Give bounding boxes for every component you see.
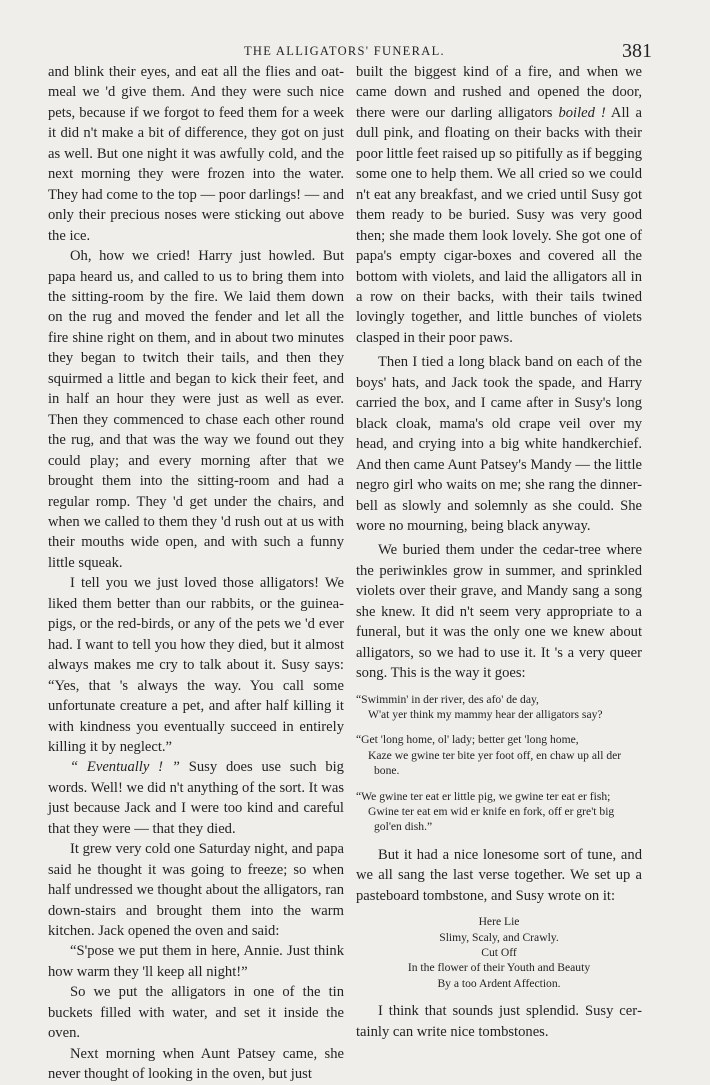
song-line: “Get 'long home, ol' lady; better get 'long home, [356,733,579,747]
inscription-line: Here Lie [478,915,520,929]
paragraph: I think that sounds just splendid. Susy certainly can write nice tombstones. [356,1003,642,1040]
song-verses [356,692,642,835]
italic-word: boiled ! [558,104,606,121]
song-line: Kaze we gwine ter bite yer foot off, en chaw up all der bone. [368,748,622,778]
paragraph: Oh, how we cried! Harry just howled. But papa heard us, and called to us to bring them into the sitting-room by the fire. We laid them down on the rug and moved the fender and let all the fire shine right on them, and in about two minutes they began to twitch their tails, and then they squirmed a little and began to kick their feet, and in half an hour they were just as well as ever. Then they commenced to chase each other round the rug, and that was the way we found out they could play; and every morning after that we brought them into the sitting-room and had a regular romp. They 'd get under the chairs, and when we called to them they 'd rush out at us with their mouths wide open, and with such a funny little squeak. [48,248,344,571]
paragraph: Then I tied a long black band on each of the boys' hats, and Jack took the spade, and Harry carried the box, and I came after in Susy's long black cloak, mama's old crape veil over my head, and crying into a big white handkerchief. And then came Aunt Patsey's Mandy — the little negro girl who waits on me; she rang the dinner-bell as slowly and solemnly as she could. She wore no mourning, being black anyway. [356,354,642,534]
right-column [356,62,642,1042]
inscription-line: Cut Off [481,946,517,960]
song-line: “We gwine ter eat er little pig, we gwine ter eat er fish; [356,789,611,803]
paragraph-text: Susy does use such big words. [48,759,344,796]
running-header: THE ALLIGATORS' FUNERAL. [244,44,445,58]
paragraph: So we put the alligators in one of the tin buckets filled with water, and set it inside the oven. [48,984,344,1042]
italic-quote: “ Eventually ! ” [70,759,180,776]
song-stanza [356,732,642,778]
paragraph-text: Well! we did n't anything of the sort. It was just because Jack and I were too kind and careful that they were — that they died. [48,779,344,837]
inscription-line: By a too Ardent Affection. [437,976,561,990]
song-stanza [356,789,642,835]
paragraph-text: All a dull pink, and floating on their backs with their poor little feet raised up so pitifully as if begging some one to help them. We all cried so we could n't eat any breakfast, and we cried until Susy got them ready to be buried. Susy was very good then; she made them look lovely. She got one of papa's empty cigar-boxes and covered all the bottom with violets, and laid the alligators all in a row on their backs, with their tails twined lovingly together, and little bunches of violets clasped in their poor paws. [356,104,642,346]
paragraph: We buried them under the cedar-tree where the periwinkles grow in summer, and sprinkled violets over their grave, and Mandy sang a song she knew. It did n't seem very appropriate to a funeral, but it was the only one we knew about alligators, so we had to use it. It 's a very queer song. This is the way it goes: [356,542,642,682]
paragraph: It grew very cold one Saturday night, and papa said he thought it was going to freeze; so when half undressed we thought about the alligators, ran down-stairs and brought them into the warm kitchen. Jack opened the oven and said: [48,841,344,940]
paragraph: and blink their eyes, and eat all the flies and oatmeal we 'd give them. And they were such nice pets, because if we forgot to feed them for a week it did n't make a bit of difference, they got on just as well. But one night it was awfully cold, and the next morning they were frozen into the water. They had come to the top — poor darlings! — and only their precious noses were sticking out above the ice. [48,64,344,244]
tombstone-inscription [356,914,642,991]
song-line: W'at yer think my mammy hear der alligators say? [368,708,603,721]
inscription-line: Slimy, Scaly, and Crawly. [439,930,559,944]
paragraph [48,757,344,839]
song-line: Gwine ter eat em wid er knife en fork, off er gre't big gol'en dish.” [368,805,615,834]
inscription-line: In the flower of their Youth and Beauty [407,961,591,975]
paragraph: “S'pose we put them in here, Annie. Just think how warm they 'll keep all night!” [48,943,344,980]
paragraph [356,62,642,348]
paragraph: I tell you we just loved those alligators! We liked them better than our rabbits, or the guinea-pigs, or the red-birds, or any of the pets we 'd ever had. I want to tell you how they died, but it almost always makes me cry to talk about it. Susy says: “Yes, that 's always the way. You call some unfortunate creature a pet, and after half killing it with kindness you eventually succeed in entirely killing it by neglect.” [48,575,344,755]
page-number: 381 [622,40,652,62]
left-column [48,62,344,1085]
song-line: “Swimmin' in der river, des afo' de day, [356,692,539,706]
paragraph: Next morning when Aunt Patsey came, she never thought of looking in the oven, but just [48,1045,344,1083]
song-stanza [356,692,642,723]
paragraph: But it had a nice lonesome sort of tune, and we all sang the last verse together. We set up a pasteboard tombstone, and Susy wrote on it: [356,846,642,904]
paragraph-text: built the biggest kind of a fire, and when we came down and rushed and opened the door, there were our darling alligators [356,64,642,121]
